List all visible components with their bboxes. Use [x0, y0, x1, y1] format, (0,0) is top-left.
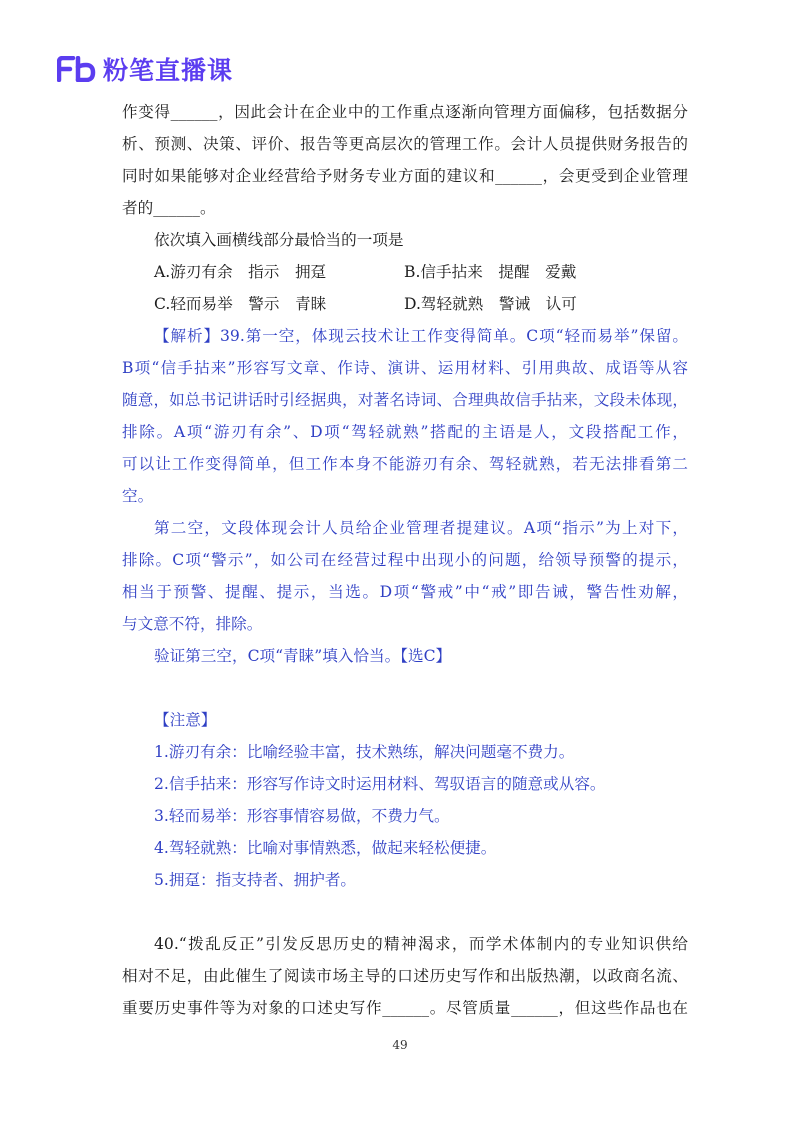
q39-option-a: A.游刃有余 指示 拥趸: [154, 263, 327, 281]
q39-analysis-line: 第二空，文段体现会计人员给企业管理者提建议。A项“指示”为上对下，: [154, 519, 688, 537]
q39-option-c: C.轻而易举 警示 青睐: [154, 295, 327, 313]
notes-item: 1.游刃有余：比喻经验丰富，技术熟练，解决问题毫不费力。: [154, 743, 575, 761]
q39-stem-line: 作变得______，因此会计在企业中的工作重点逐渐向管理方面偏移，包括数据分: [122, 103, 688, 121]
q39-analysis-line: 与文意不符，排除。: [122, 615, 263, 633]
section-spacer: [122, 896, 688, 928]
notes-item: 2.信手拈来：形容写作诗文时运用材料、驾驭语言的随意或从容。: [154, 775, 606, 793]
q39-option-d: D.驾轻就熟 警诫 认可: [404, 295, 577, 313]
q39-analysis-line: 【解析】39.第一空，体现云技术让工作变得简单。C项“轻而易举”保留。: [154, 327, 688, 345]
notes-title: 【注意】: [154, 711, 217, 729]
q40-stem-line: 相对不足，由此催生了阅读市场主导的口述历史写作和出版热潮，以政商名流、: [122, 967, 688, 985]
brand-header: [57, 52, 233, 86]
q39-analysis-line: 排除。A项“游刃有余”、D项“驾轻就熟”搭配的主语是人，文段搭配工作，: [122, 423, 688, 441]
notes-item: 5.拥趸：指支持者、拥护者。: [154, 871, 357, 889]
q39-prompt: 依次填入画横线部分最恰当的一项是: [154, 231, 404, 249]
q39-analysis-line: B项“信手拈来”形容写文章、作诗、演讲、运用材料、引用典故、成语等从容: [122, 359, 688, 377]
q39-analysis-line: 可以让工作变得简单，但工作本身不能游刃有余、驾轻就熟，若无法排看第二: [122, 455, 688, 473]
section-spacer: [122, 672, 688, 704]
q40-stem-line: 重要历史事件等为对象的口述史写作______。尽管质量______，但这些作品也在: [122, 999, 688, 1017]
q39-analysis-line: 随意，如总书记讲话时引经据典，对著名诗词、合理典故信手拈来，文段未体现，: [122, 391, 688, 409]
fenbi-logo-icon: [57, 56, 97, 82]
q39-answer-line: 验证第三空，C项“青睐”填入恰当。【选C】: [154, 647, 452, 665]
notes-item: 3.轻而易举：形容事情容易做，不费力气。: [154, 807, 450, 825]
q39-analysis-line: 相当于预警、提醒、提示，当选。D项“警戒”中“戒”即告诫，警告性劝解，: [122, 583, 688, 601]
notes-item: 4.驾轻就熟：比喻对事情熟悉，做起来轻松便捷。: [154, 839, 497, 857]
q39-analysis-line: 排除。C项“警示”，如公司在经营过程中出现小的问题，给领导预警的提示，: [122, 551, 688, 569]
q39-option-b: B.信手拈来 提醒 爱戴: [404, 263, 577, 281]
q39-options-row-2: [122, 288, 688, 320]
q39-analysis-line: 空。: [122, 487, 154, 505]
page-number: 49: [392, 1038, 408, 1052]
q39-stem-line: 者的______。: [122, 199, 216, 217]
q39-stem-line: 析、预测、决策、评价、报告等更高层次的管理工作。会计人员提供财务报告的: [122, 135, 688, 153]
q39-stem-line: 同时如果能够对企业经营给予财务专业方面的建议和______，会更受到企业管理: [122, 167, 688, 185]
page-content: [122, 96, 688, 1024]
q39-options-row-1: [122, 256, 688, 288]
q40-stem-line: 40.“拨乱反正”引发反思历史的精神渴求，而学术体制内的专业知识供给: [154, 935, 688, 953]
brand-title: 粉笔直播课: [103, 56, 234, 85]
